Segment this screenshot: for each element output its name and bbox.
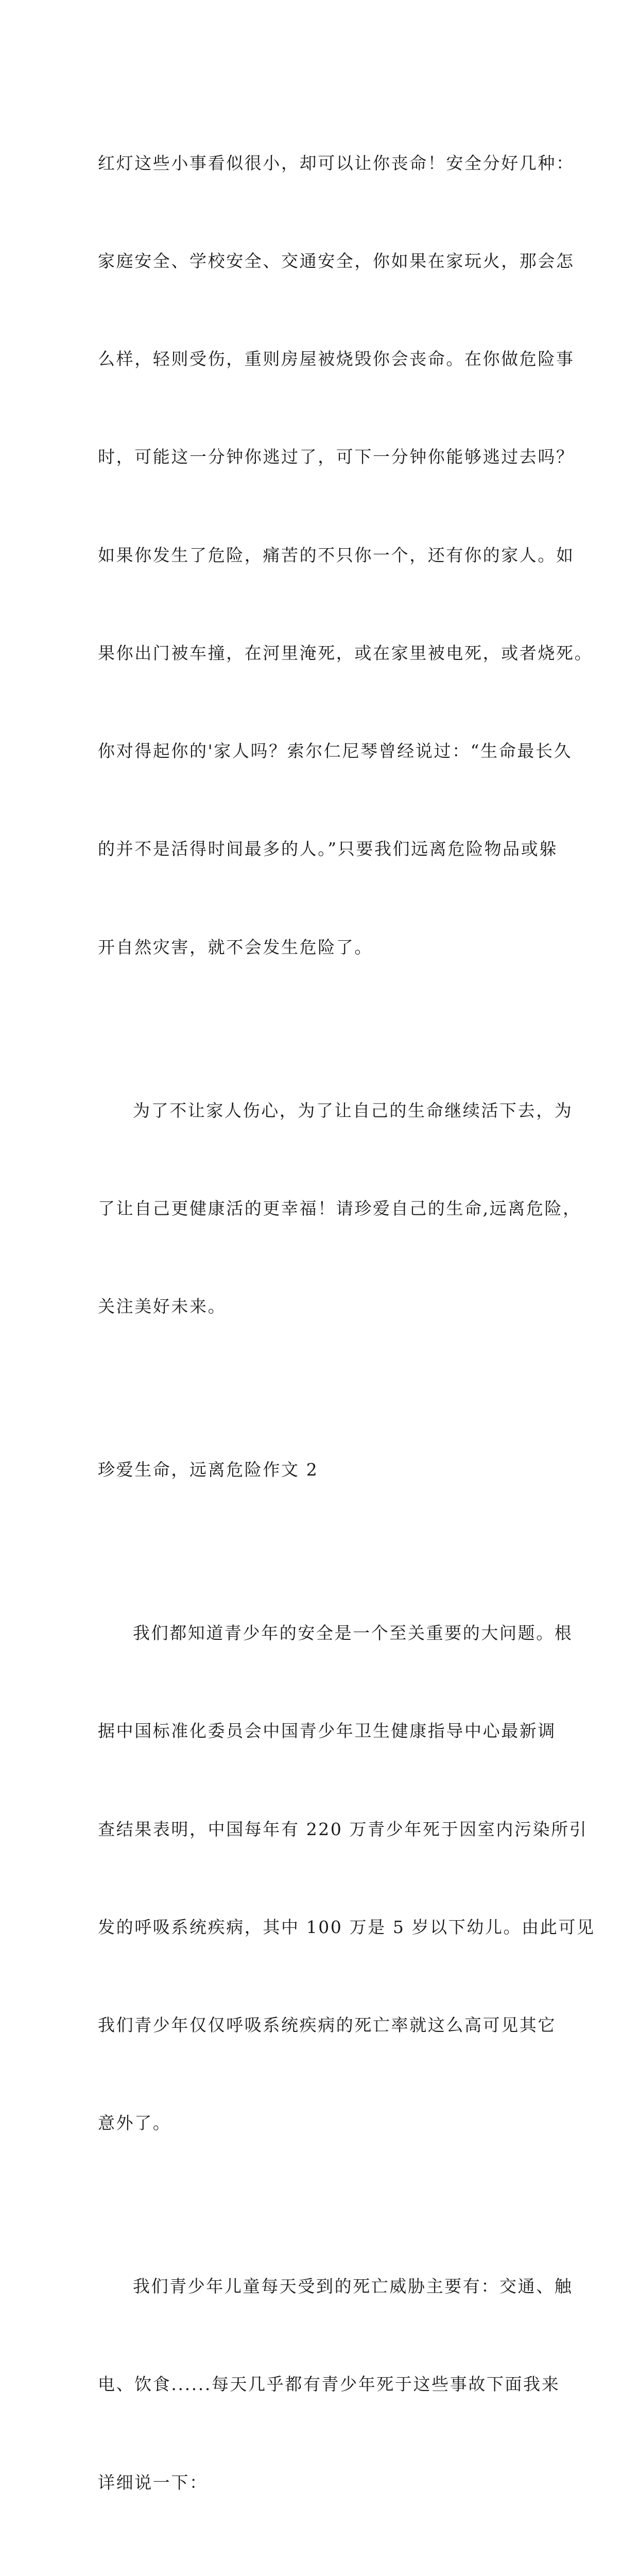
essay-title	[98, 1388, 541, 1551]
text-line: 我们青少年儿童每天受到的死亡威胁主要有：交通、触	[133, 2276, 573, 2297]
document-body	[98, 81, 595, 2576]
text-line: 为了不让家人伤心，为了让自己的生命继续活下去，为	[133, 1100, 573, 1121]
text-line: 意外了。	[98, 2113, 171, 2133]
text-line: 的并不是活得时间最多的人。”只要我们远离危险物品或躲	[98, 839, 558, 859]
paragraph-youth-safety	[98, 1551, 595, 2205]
text-line: 查结果表明，中国每年有 220 万青少年死于因室内污染所引	[98, 1819, 588, 1839]
paragraph-traffic-accidents	[98, 2564, 541, 2576]
text-line: 你对得起你的'家人吗？索尔仁尼琴曾经说过：“生命最长久	[98, 741, 573, 761]
text-line: 了让自己更健康活的更幸福！请珍爱自己的生命,远离危险，	[98, 1198, 581, 1218]
text-line: 果你出门被车撞，在河里淹死，或在家里被电死，或者烧死。	[98, 642, 593, 663]
text-line: 红灯这些小事看似很小，却可以让你丧命！安全分好几种：	[98, 152, 575, 173]
text-line: 时，可能这一分钟你逃过了，可下一分钟你能够逃过去吗？	[98, 447, 575, 467]
text-line: 关注美好未来。	[98, 1296, 227, 1317]
text-line: 么样，轻则受伤，重则房屋被烧毁你会丧命。在你做危险事	[98, 349, 575, 369]
text-line: 我们青少年仅仅呼吸系统疾病的死亡率就这么高可见其它	[98, 2014, 556, 2035]
text-line: 发的呼吸系统疾病，其中 100 万是 5 岁以下幼儿。由此可见	[98, 1917, 595, 1937]
paragraph-threats	[98, 2205, 573, 2564]
text-line: 电、饮食......每天几乎都有青少年死于这些事故下面我来	[98, 2374, 560, 2395]
text-line: 家庭安全、学校安全、交通安全，你如果在家玩火，那会怎	[98, 251, 575, 272]
text-line: 我们都知道青少年的安全是一个至关重要的大问题。根	[133, 1623, 573, 1643]
text-line: 如果你发生了危险，痛苦的不只你一个，还有你的家人。如	[98, 545, 575, 565]
text-line: 据中国标准化委员会中国青少年卫生健康指导中心最新调	[98, 1721, 556, 1741]
paragraph-safety-types	[98, 81, 593, 1029]
paragraph-cherish-life	[98, 1029, 581, 1388]
text-line: 详细说一下：	[98, 2472, 208, 2493]
text-line: 开自然灾害，就不会发生危险了。	[98, 937, 373, 957]
essay-title-text: 珍爱生命，远离危险作文 2	[98, 1460, 319, 1480]
